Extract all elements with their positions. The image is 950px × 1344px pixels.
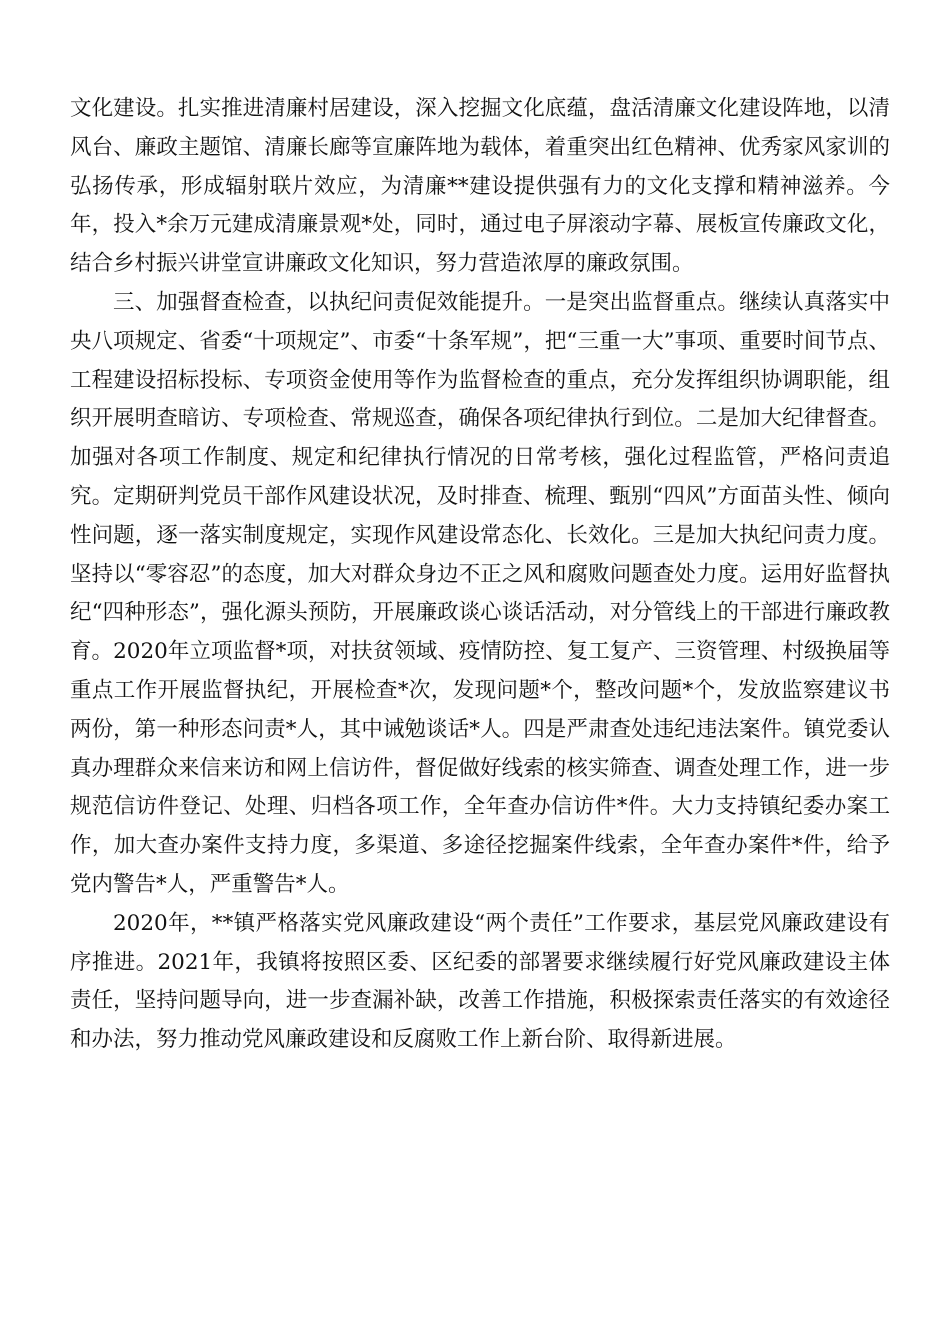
paragraph-supervision-inspection: 三、加强督查检查，以执纪问责促效能提升。一是突出监督重点。继续认真落实中央八项规定、省委“十项规定”、市委“十条军规”，把“三重一大”事项、重要时间节点、工程建设招标投标、专项资金使用等作为监督检查的重点，充分发挥组织协调职能，组织开展明查暗访、专项检查、常规巡查，确保各项纪律执行到位。二是加大纪律督查。加强对各项工作制度、规定和纪律执行情况的日常考核，强化过程监管，严格问责追究。定期研判党员干部作风建设状况，及时排查、梳理、甄别“四风”方面苗头性、倾向性问题，逐一落实制度规定，实现作风建设常态化、长效化。三是加大执纪问责力度。坚持以“零容忍”的态度，加大对群众身边不正之风和腐败问题查处力度。运用好监督执纪“四种形态”，强化源头预防，开展廉政谈心谈话活动，对分管线上的干部进行廉政教育。2020年立项监督*项，对扶贫领域、疫情防控、复工复产、三资管理、村级换届等重点工作开展监督执纪，开展检查*次，发现问题*个，整改问题*个，发放监察建议书两份，第一种形态问责*人，其中诫勉谈话*人。四是严肃查处违纪违法案件。镇党委认真办理群众来信来访和网上信访件，督促做好线索的核实筛查、调查处理工作，进一步规范信访件登记、处理、归档各项工作，全年查办信访件*件。大力支持镇纪委办案工作，加大查办案件支持力度，多渠道、多途径挖掘案件线索，全年查办案件*件，给予党内警告*人，严重警告*人。 [70,289,890,897]
document-page [70,90,890,1060]
paragraph-summary-2020: 2020年，**镇严格落实党风廉政建设“两个责任”工作要求，基层党风廉政建设有序推进。2021年，我镇将按照区委、区纪委的部署要求继续履行好党风廉政建设主体责任，坚持问题导向，进一步查漏补缺，改善工作措施，积极探索责任落实的有效途径和办法，努力推动党风廉政建设和反腐败工作上新台阶、取得新进展。 [70,910,890,1053]
paragraph-culture-building: 文化建设。扎实推进清廉村居建设，深入挖掘文化底蕴，盘活清廉文化建设阵地，以清风台、廉政主题馆、清廉长廊等宣廉阵地为载体，着重突出红色精神、优秀家风家训的弘扬传承，形成辐射联片效应，为清廉**建设提供强有力的文化支撑和精神滋养。今年，投入*余万元建成清廉景观*处，同时，通过电子屏滚动字幕、展板宣传廉政文化，结合乡村振兴讲堂宣讲廉政文化知识，努力营造浓厚的廉政氛围。 [70,96,890,277]
